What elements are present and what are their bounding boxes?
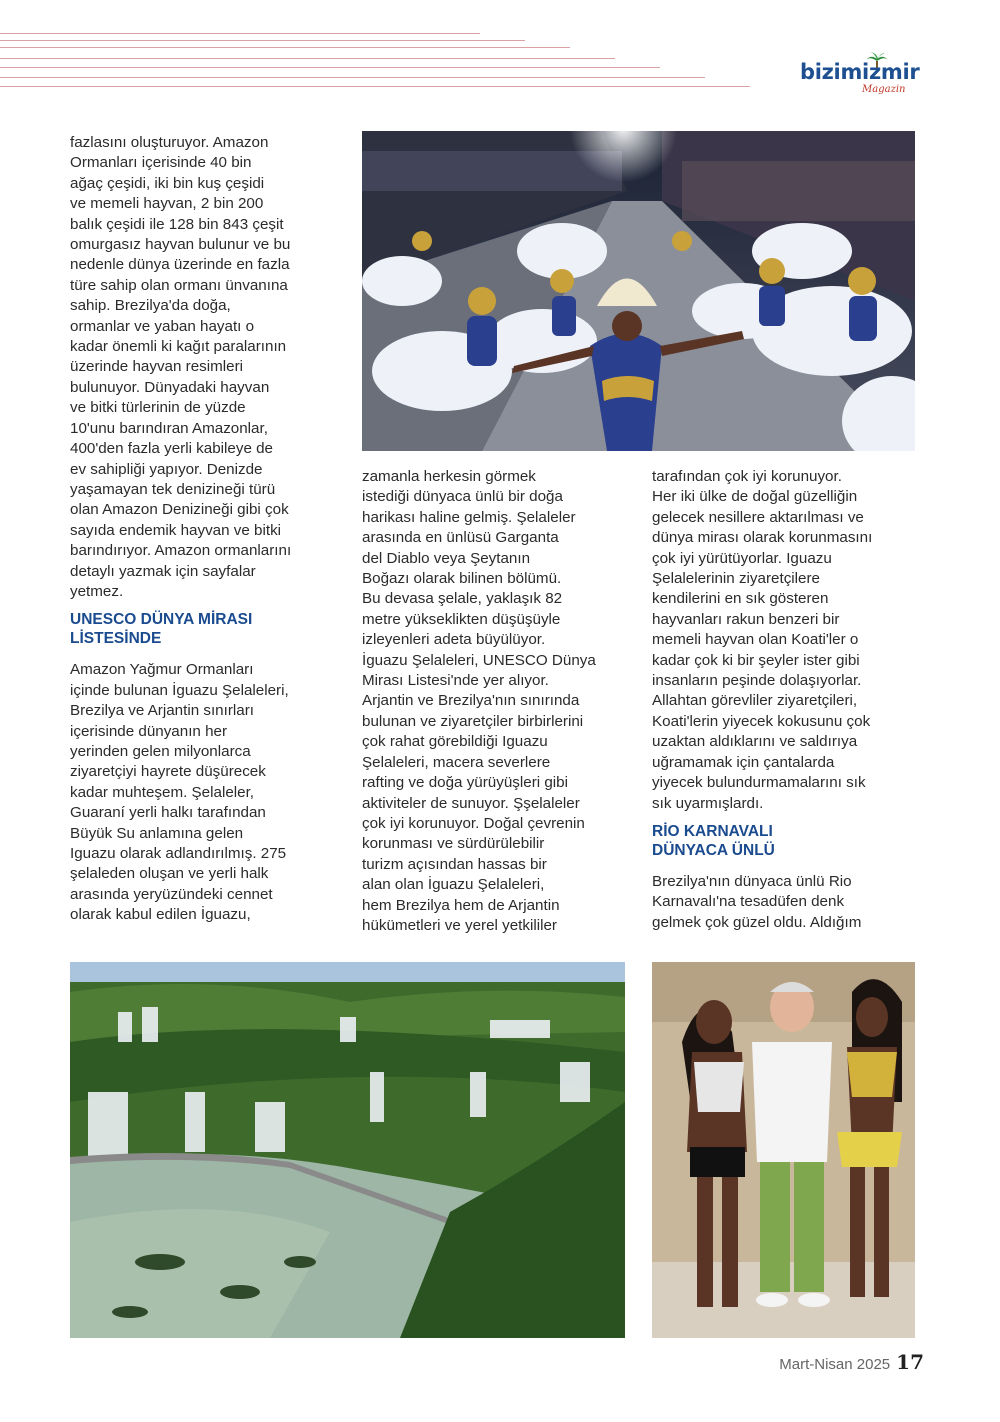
text-line: Bu devasa şelale, yaklaşık 82 xyxy=(362,590,563,608)
waterfall-illustration xyxy=(70,962,625,1338)
heading-line: RİO KARNAVALI xyxy=(652,822,773,840)
rio-carnival-dancers-photo xyxy=(652,962,915,1338)
text-line: Allahtan görevliler ziyaretçileri, xyxy=(652,692,858,710)
text-line: harikası haline gelmiş. Şelaleler xyxy=(362,508,576,526)
text-line: yaşamayan tek denizineği türü xyxy=(70,480,276,498)
text-column-1 xyxy=(70,133,340,926)
text-line: ziyaretçiyi hayrete düşürecek xyxy=(70,763,266,781)
text-line: gelecek nesillere aktarılması ve xyxy=(652,508,864,526)
text-line: Her iki ülke de doğal güzelliğin xyxy=(652,488,858,506)
text-column-2 xyxy=(362,467,627,936)
text-line: Karnavalı'na tesadüfen denk xyxy=(652,893,845,911)
text-line: uzaktan aldıklarını ve saldırıya xyxy=(652,733,858,751)
text-line: ve bitki türlerinin de yüzde xyxy=(70,399,246,417)
text-line: sayıda endemik hayvan ve bitki xyxy=(70,521,282,539)
magazine-logo xyxy=(800,60,930,100)
text-line: Guaraní yerli halkı tarafından xyxy=(70,804,266,822)
issue-date: Mart-Nisan 2025 xyxy=(779,1356,891,1373)
text-line: Ormanları içerisinde 40 bin xyxy=(70,154,252,172)
text-line: Amazon Yağmur Ormanları xyxy=(70,661,254,679)
text-line: içerisinde dünyanın her xyxy=(70,722,228,740)
text-line: arasında yeryüzündeki cennet xyxy=(70,885,273,903)
text-line: ormanlar ve yaban hayatı o xyxy=(70,317,255,335)
text-line: türe sahip olan ormanı ünvanına xyxy=(70,276,288,294)
text-line: 400'den fazla yerli kabileye de xyxy=(70,440,273,458)
text-line: kendilerini en sık gösteren xyxy=(652,590,829,608)
header-rule xyxy=(0,86,750,87)
header-rule xyxy=(0,33,480,34)
text-line: aktiviteler de sunuyor. Şşelaleler xyxy=(362,794,580,812)
text-line: 10'unu barındıran Amazonlar, xyxy=(70,419,268,437)
header-rule xyxy=(0,40,525,41)
text-line: şelaleden oluşan ve yerli halk xyxy=(70,865,269,883)
text-line: Şelalelerinin ziyaretçilere xyxy=(652,570,820,588)
text-line: uğramamak için çantalarda xyxy=(652,753,835,771)
logo-tagline: Magazin xyxy=(862,84,906,95)
text-line: ev sahipliği yapıyor. Denizde xyxy=(70,460,263,478)
text-line: hükümetleri ve yerel yetkililer xyxy=(362,916,557,934)
text-line: turizm açısından hassas bir xyxy=(362,855,547,873)
carnival-photo xyxy=(362,131,915,451)
text-line: hem Brezilya hem de Arjantin xyxy=(362,896,560,914)
text-line: fazlasını oluşturuyor. Amazon xyxy=(70,134,269,151)
text-line: yetmez. xyxy=(70,582,124,600)
text-line: sık uyarmışlardı. xyxy=(652,794,764,812)
text-line: ve memeli hayvan, 2 bin 200 xyxy=(70,195,264,213)
text-line: memeli hayvan olan Koati'ler o xyxy=(652,631,859,649)
text-line: tarafından çok iyi korunuyor. xyxy=(652,468,842,485)
column3-after xyxy=(652,872,917,933)
text-line: dünya mirası olarak korunmasını xyxy=(652,529,873,547)
text-line: balık çeşidi ile 128 bin 843 çeşit xyxy=(70,215,284,233)
text-line: Brezilya'nın dünyaca ünlü Rio xyxy=(652,872,852,890)
text-line: sahip. Brezilya'da doğa, xyxy=(70,297,231,315)
text-line: alan olan İguazu Şelaleleri, xyxy=(362,876,545,894)
page-footer xyxy=(779,1350,924,1374)
text-line: çok rahat görebildiği Iguazu xyxy=(362,733,548,751)
text-line: çok iyi korunuyor. Doğal çevrenin xyxy=(362,814,585,832)
text-line: zamanla herkesin görmek xyxy=(362,468,536,485)
people-illustration xyxy=(652,962,915,1338)
text-line: kadar önemli ki kağıt paralarının xyxy=(70,338,287,356)
text-line: istediği dünyaca ünlü bir doğa xyxy=(362,488,563,506)
text-line: insanların peşinde dolaşıyorlar. xyxy=(652,672,862,690)
text-line: yiyecek bulundurmamalarını sık xyxy=(652,774,866,792)
text-line: bulunuyor. Dünyadaki hayvan xyxy=(70,378,270,396)
text-line: ağaç çeşidi, iki bin kuş çeşidi xyxy=(70,174,265,192)
text-line: omurgasız hayvan bulunur ve bu xyxy=(70,236,291,254)
text-line: olarak kabul edilen İguazu, xyxy=(70,906,251,924)
text-line: kadar çok ki bir şeyler ister gibi xyxy=(652,651,860,669)
text-line: olan Amazon Denizineği gibi çok xyxy=(70,501,289,519)
text-line: üzerinde hayvan resimleri xyxy=(70,358,244,376)
text-line: Boğazı olarak bilinen bölümü. xyxy=(362,570,562,588)
text-line: izleyenleri adeta büyülüyor. xyxy=(362,631,546,649)
text-line: Büyük Su anlamına gelen xyxy=(70,824,244,842)
text-line: yerinden gelen milyonlarca xyxy=(70,742,251,760)
section-heading-unesco xyxy=(70,610,340,648)
text-line: rafting ve doğa yürüyüşleri gibi xyxy=(362,774,568,792)
section-heading-rio xyxy=(652,822,917,860)
text-line: hayvanları rakun benzeri bir xyxy=(652,610,840,628)
heading-line: DÜNYACA ÜNLÜ xyxy=(652,841,775,859)
text-line: Brezilya ve Arjantin sınırları xyxy=(70,702,255,720)
text-line: Arjantin ve Brezilya'nın sınırında xyxy=(362,692,580,710)
page-number: 17 xyxy=(896,1350,924,1374)
heading-line: LİSTESİNDE xyxy=(70,630,162,648)
header-rule xyxy=(0,58,615,59)
carnival-illustration xyxy=(362,131,915,451)
text-line: Şelaleleri, macera severlere xyxy=(362,753,551,771)
header-rule xyxy=(0,77,705,78)
logo-wordmark: bizimizmir xyxy=(800,60,920,84)
text-line: bulunan ve ziyaretçiler birbirlerini xyxy=(362,712,584,730)
text-line: arasında en ünlüsü Garganta xyxy=(362,529,559,547)
text-line: detaylı yazmak için sayfalar xyxy=(70,562,256,580)
text-line: kadar muhteşem. Şelaleler, xyxy=(70,783,255,801)
text-line: gelmek çok güzel oldu. Aldığım xyxy=(652,913,862,931)
text-line: Iguazu olarak adlandırılmış. 275 xyxy=(70,845,287,862)
header-rule xyxy=(0,47,570,48)
heading-line: UNESCO DÜNYA MİRASI xyxy=(70,611,253,629)
text-line: korunması ve sürdürülebilir xyxy=(362,835,545,853)
text-line: barındırıyor. Amazon ormanlarını xyxy=(70,542,292,560)
text-line: çok iyi yürütüyorlar. Iguazu xyxy=(652,549,832,567)
column3-body xyxy=(652,467,917,814)
text-line: metre yükseklikten düşüşüyle xyxy=(362,610,561,628)
header-rule xyxy=(0,67,660,68)
text-line: içinde bulunan İguazu Şelaleleri, xyxy=(70,681,289,699)
text-line: Koati'lerin yiyecek kokusunu çok xyxy=(652,712,871,730)
iguazu-waterfall-photo xyxy=(70,962,625,1338)
text-column-3 xyxy=(652,467,917,933)
column2-body xyxy=(362,467,627,936)
text-line: Mirası Listesi'nde yer alıyor. xyxy=(362,672,549,690)
text-line: nedenle dünya üzerinde en fazla xyxy=(70,256,290,274)
text-line: del Diablo veya Şeytanın xyxy=(362,549,531,567)
text-line: İguazu Şelaleleri, UNESCO Dünya xyxy=(362,651,596,669)
column1-intro xyxy=(70,133,340,602)
column1-body xyxy=(70,660,340,925)
